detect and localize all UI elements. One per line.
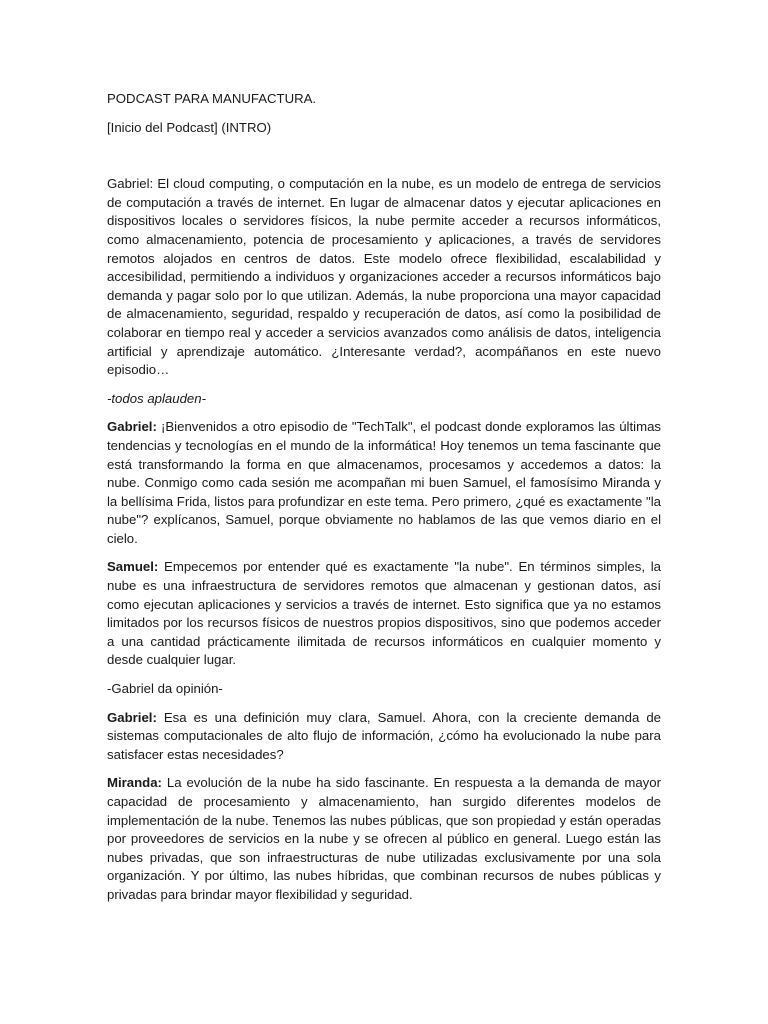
paragraph-text: ¡Bienvenidos a otro episodio de "TechTalk", el podcast donde exploramos las últimas tendencias y tecnologías en el mundo de la informática! Hoy tenemos un tema fascinante que está transformando la forma en que almacenamos, procesamos y accedemos a datos: la nube. Conmigo como cada sesión me acompañan mi buen Samuel, el famosísimo Miranda y la bellísima Frida, listos para profundizar en este tema. Pero primero, ¿qué es exactamente "la nube"? explícanos, Samuel, porque obviamente no hablamos de las que vemos diario en el cielo.	[107, 419, 661, 546]
spacer	[107, 147, 661, 175]
document-page	[107, 90, 661, 915]
speaker-name: Gabriel:	[107, 419, 157, 435]
speaker-name: Gabriel:	[107, 709, 157, 725]
speaker-name: Miranda:	[107, 775, 162, 791]
paragraph-text: La evolución de la nube ha sido fascinante. En respuesta a la demanda de mayor capacidad de procesamiento y almacenamiento, han surgido diferentes modelos de implementación de la nube. Tenemos las nubes públicas, que son propiedad y están operadas por proveedores de servicios en la nube y se ofrecen al público en general. Luego están las nubes privadas, que son infraestructuras de nube utilizadas exclusivamente por una sola organización. Y por último, las nubes híbridas, que combinan recursos de nubes públicas y privadas para brindar mayor flexibilidad y seguridad.	[107, 775, 661, 902]
speaker-name: Samuel:	[107, 559, 159, 575]
document-title: PODCAST PARA MANUFACTURA.	[107, 91, 317, 106]
paragraph-gabriel-welcome	[107, 418, 661, 548]
paragraph-text: Empecemos por entender qué es exactamente "la nube". En términos simples, la nube es una infraestructura de servidores remotos que almacenan y gestionan datos, así como ejecutan aplicaciones y servicios a través de internet. Esto significa que ya no estamos limitados por los recursos físicos de nuestros propios dispositivos, sino que podemos acceder a una cantidad prácticamente ilimitada de recursos informáticos en cualquier momento y desde cualquier lugar.	[107, 559, 661, 668]
paragraph-text: Esa es una definición muy clara, Samuel. Ahora, con la creciente demanda de sistemas computacionales de alto flujo de información, ¿cómo ha evolucionado la nube para satisfacer estas necesidades?	[107, 709, 661, 762]
paragraph-gabriel-intro	[107, 175, 661, 380]
paragraph-samuel	[107, 558, 661, 670]
paragraph-gabriel-question	[107, 709, 661, 765]
paragraph-miranda	[107, 774, 661, 904]
stage-direction-opinion: -Gabriel da opinión-	[107, 681, 223, 697]
stage-direction-applause: -todos aplauden-	[107, 390, 206, 406]
paragraph-text: Gabriel: El cloud computing, o computación en la nube, es un modelo de entrega de servicios de computación a través de internet. En lugar de almacenar datos y ejecutar aplicaciones en dispositivos locales o servidores físicos, la nube permite acceder a recursos informáticos, como almacenamiento, potencia de procesamiento y aplicaciones, a través de servidores remotos alojados en centros de datos. Este modelo ofrece flexibilidad, escalabilidad y accesibilidad, permitiendo a individuos y organizaciones acceder a recursos informáticos bajo demanda y pagar solo por lo que utilizan. Además, la nube proporciona una mayor capacidad de almacenamiento, seguridad, respaldo y recuperación de datos, así como la posibilidad de colaborar en tiempo real y acceder a servicios avanzados como análisis de datos, inteligencia artificial y aprendizaje automático. ¿Interesante verdad?, acompáñanos en este nuevo episodio…	[107, 176, 661, 378]
intro-line: [Inicio del Podcast] (INTRO)	[107, 119, 272, 135]
